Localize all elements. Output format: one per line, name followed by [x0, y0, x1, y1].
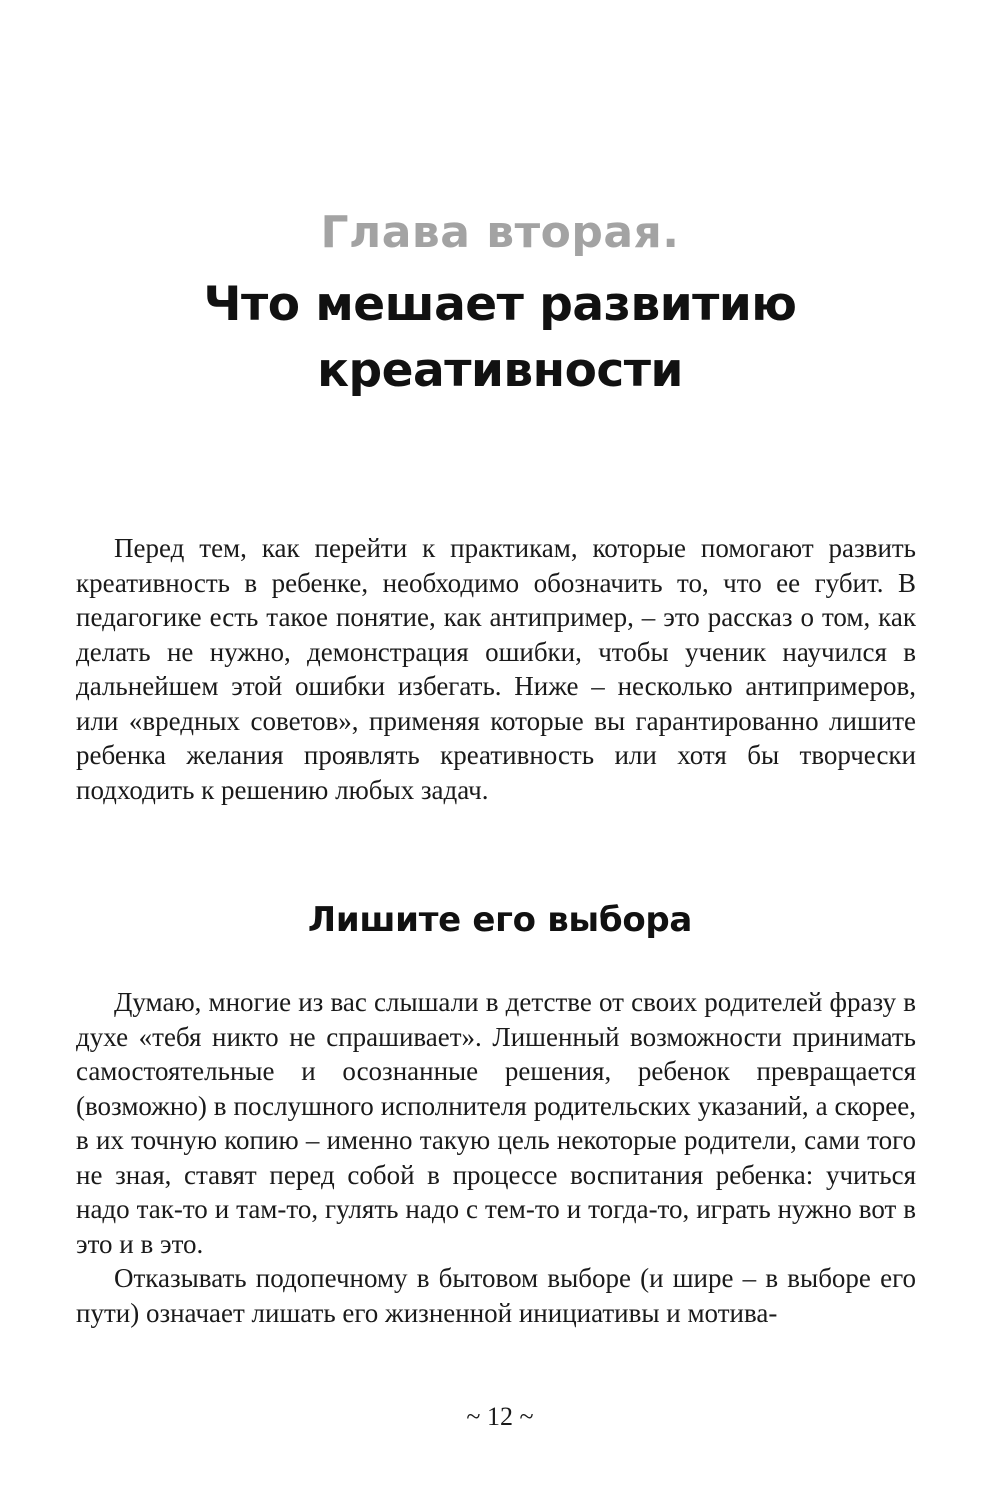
- section-heading: Лишите его выбора: [307, 900, 693, 940]
- chapter-title-line: Что мешает развитию: [203, 277, 797, 332]
- chapter-title: [0, 272, 1000, 404]
- page-number: ~ 12 ~: [466, 1402, 534, 1431]
- section-text: [76, 985, 916, 1330]
- section-paragraph: Думаю, многие из вас слышали в детстве от своих родителей фразу в духе «тебя никто не спрашивает». Лишенный возможности принимать самостоятельные и осознанные решения, ребенок превращается (возможно) в послушного исполнителя родительских указаний, а скорее, в их точную копию – именно такую цель некоторые родители, сами того не зная, ставят перед собой в процессе воспитания ребенка: учиться надо так-то и там-то, гулять надо с тем-то и тогда-то, играть нужно вот в это и в это.: [76, 987, 916, 1259]
- chapter-label: Глава вторая.: [320, 207, 680, 258]
- chapter-title-line: креативности: [317, 343, 683, 398]
- intro-text: [76, 531, 916, 807]
- intro-paragraph: Перед тем, как перейти к практикам, которые помогают развить креативность в ребенке, необходимо обозначить то, что ее губит. В педагогике есть такое понятие, как антипример, – это рассказ о том, как делать не нужно, демонстрация ошибки, чтобы ученик научился в дальнейшем этой ошибки избегать. Ниже – несколько антипримеров, или «вредных советов», применяя которые вы гарантированно лишите ребенка желания проявлять креативность или хотя бы творчески подходить к решению любых задач.: [76, 533, 916, 805]
- section-paragraph: Отказывать подопечному в бытовом выборе (и шире – в выборе его пути) означает лишать его жизненной инициативы и мотива-: [76, 1263, 916, 1328]
